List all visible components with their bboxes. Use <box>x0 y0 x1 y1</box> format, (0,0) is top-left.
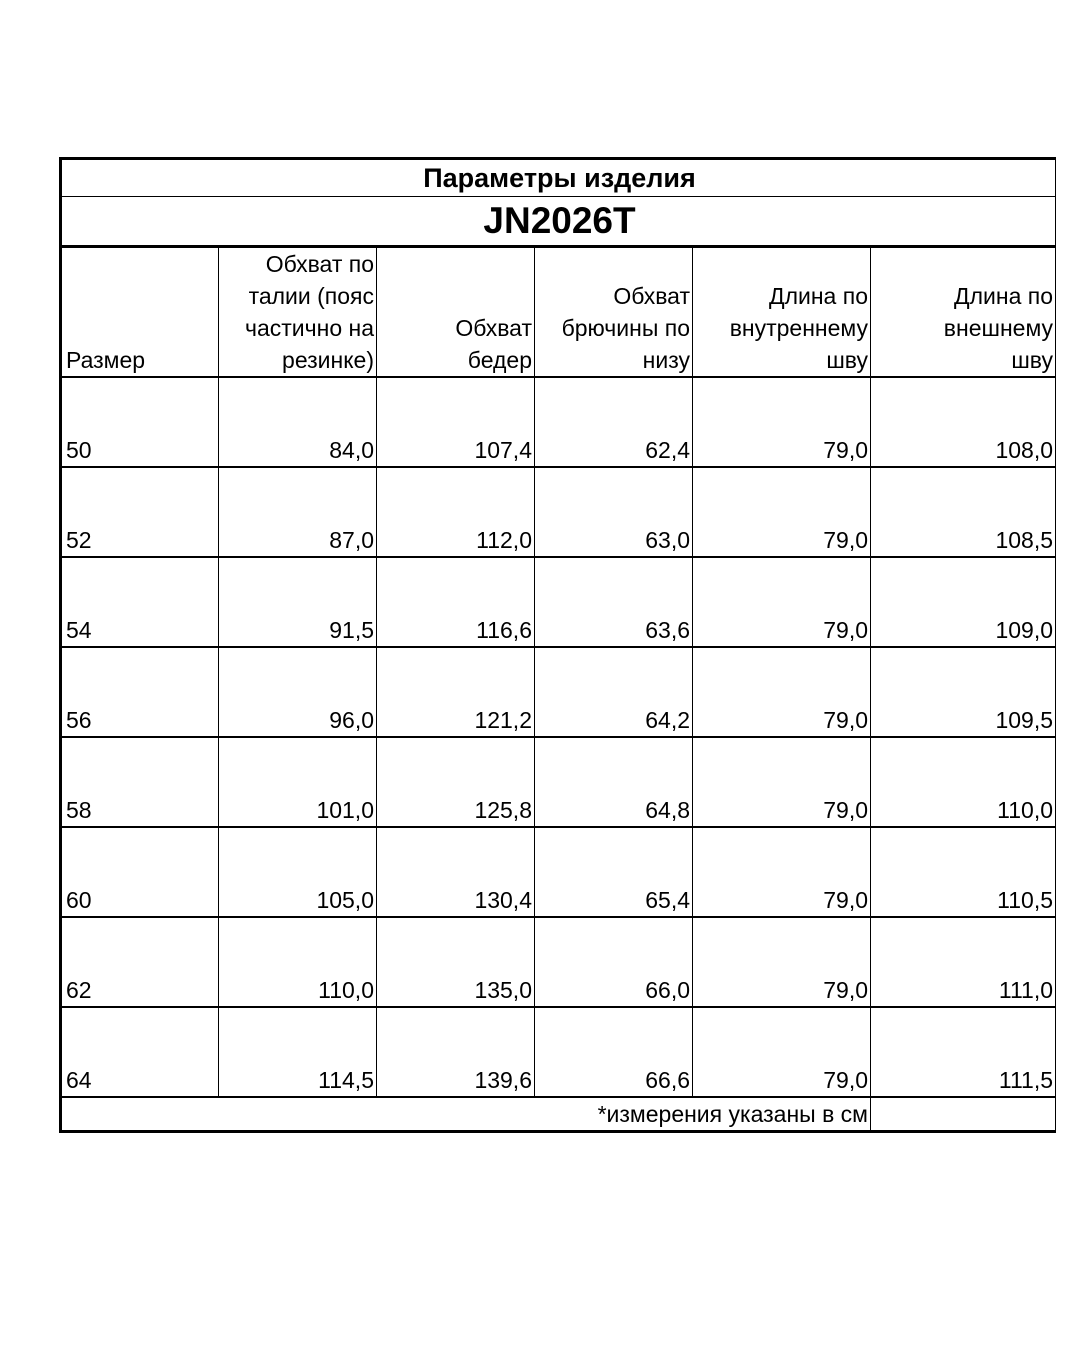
cell-outseam: 109,0 <box>871 557 1056 647</box>
header-row <box>61 247 1056 378</box>
size-table <box>59 157 1056 1133</box>
cell-inseam: 79,0 <box>693 557 871 647</box>
header-waist <box>219 247 377 378</box>
cell-outseam: 109,5 <box>871 647 1056 737</box>
footnote: *измерения указаны в см <box>61 1097 871 1132</box>
footer-row <box>61 1097 1056 1132</box>
cell-waist: 110,0 <box>219 917 377 1007</box>
header-line: частично на <box>244 315 374 341</box>
header-line: бедер <box>467 347 532 373</box>
footer-empty-cell <box>871 1097 1056 1132</box>
cell-waist: 96,0 <box>219 647 377 737</box>
cell-leg-opening: 63,6 <box>535 557 693 647</box>
cell-hips: 130,4 <box>377 827 535 917</box>
size-table-sheet <box>59 157 1054 1127</box>
header-line: внутреннему <box>729 315 868 341</box>
cell-outseam: 111,0 <box>871 917 1056 1007</box>
header-line: Обхват <box>613 283 690 309</box>
cell-size: 60 <box>61 827 219 917</box>
header-line: шву <box>826 347 868 373</box>
cell-size: 64 <box>61 1007 219 1097</box>
table-row <box>61 557 1056 647</box>
header-size <box>61 247 219 378</box>
cell-inseam: 79,0 <box>693 377 871 467</box>
cell-hips: 139,6 <box>377 1007 535 1097</box>
cell-size: 52 <box>61 467 219 557</box>
cell-size: 58 <box>61 737 219 827</box>
cell-leg-opening: 62,4 <box>535 377 693 467</box>
cell-size: 54 <box>61 557 219 647</box>
cell-hips: 116,6 <box>377 557 535 647</box>
cell-hips: 135,0 <box>377 917 535 1007</box>
cell-waist: 87,0 <box>219 467 377 557</box>
header-line: низу <box>642 347 690 373</box>
table-row <box>61 737 1056 827</box>
table-row <box>61 377 1056 467</box>
cell-inseam: 79,0 <box>693 917 871 1007</box>
cell-outseam: 110,0 <box>871 737 1056 827</box>
cell-leg-opening: 64,8 <box>535 737 693 827</box>
cell-leg-opening: 64,2 <box>535 647 693 737</box>
cell-size: 50 <box>61 377 219 467</box>
cell-inseam: 79,0 <box>693 467 871 557</box>
table-row <box>61 467 1056 557</box>
header-leg-opening <box>535 247 693 378</box>
cell-leg-opening: 66,6 <box>535 1007 693 1097</box>
cell-inseam: 79,0 <box>693 737 871 827</box>
header-line: талии (пояс <box>248 283 374 309</box>
header-hips <box>377 247 535 378</box>
header-inseam <box>693 247 871 378</box>
header-line: резинке) <box>282 347 374 373</box>
cell-waist: 84,0 <box>219 377 377 467</box>
cell-inseam: 79,0 <box>693 1007 871 1097</box>
cell-hips: 125,8 <box>377 737 535 827</box>
header-line: внешнему <box>943 315 1054 341</box>
cell-size: 62 <box>61 917 219 1007</box>
cell-hips: 107,4 <box>377 377 535 467</box>
cell-waist: 114,5 <box>219 1007 377 1097</box>
cell-outseam: 110,5 <box>871 827 1056 917</box>
header-line: Размер <box>66 347 146 373</box>
cell-inseam: 79,0 <box>693 647 871 737</box>
cell-hips: 112,0 <box>377 467 535 557</box>
cell-size: 56 <box>61 647 219 737</box>
cell-waist: 105,0 <box>219 827 377 917</box>
cell-inseam: 79,0 <box>693 827 871 917</box>
cell-leg-opening: 65,4 <box>535 827 693 917</box>
table-title: Параметры изделия <box>61 159 1056 197</box>
cell-leg-opening: 66,0 <box>535 917 693 1007</box>
cell-outseam: 108,0 <box>871 377 1056 467</box>
cell-leg-opening: 63,0 <box>535 467 693 557</box>
header-line: Длина по <box>769 283 868 309</box>
cell-hips: 121,2 <box>377 647 535 737</box>
cell-outseam: 108,5 <box>871 467 1056 557</box>
header-line: шву <box>1011 347 1054 373</box>
cell-outseam: 111,5 <box>871 1007 1056 1097</box>
table-row <box>61 917 1056 1007</box>
header-line: Длина по <box>954 283 1054 309</box>
header-line: Обхват <box>455 315 532 341</box>
cell-waist: 101,0 <box>219 737 377 827</box>
cell-waist: 91,5 <box>219 557 377 647</box>
header-line: Обхват по <box>265 251 374 277</box>
header-line: брючины по <box>561 315 690 341</box>
header-outseam <box>871 247 1056 378</box>
product-code: JN2026T <box>61 197 1056 247</box>
table-row <box>61 827 1056 917</box>
table-row <box>61 647 1056 737</box>
table-row <box>61 1007 1056 1097</box>
